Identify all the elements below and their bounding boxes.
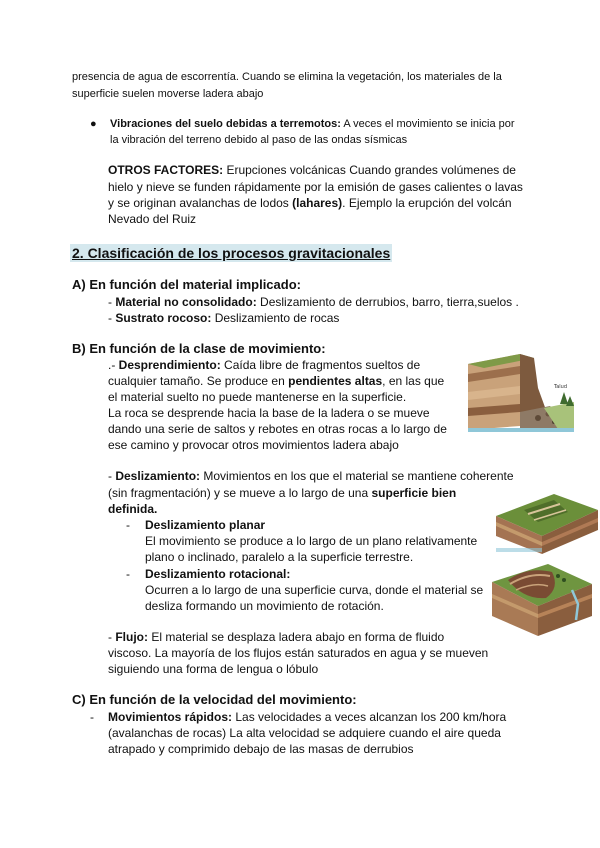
planar-slide-figure [494,492,600,556]
desl-line-3: definida. [108,502,158,516]
otros-lahares: (lahares) [292,196,343,210]
desp-text-1: Caída libre de fragmentos sueltos de [220,358,421,372]
heading-b: B) En función de la clase de movimiento: [72,341,326,356]
bullet-vibraciones [110,116,515,133]
rockfall-illustration [464,348,576,434]
a-item-2-term: Sustrato rocoso: [115,311,212,325]
desp-line-3: el material suelto no puede mantenerse en la superficie. [108,390,407,404]
flujo-term: Flujo: [115,630,148,644]
rap-text-1: Las velocidades a veces alcanzan los 200 km/hora [232,710,507,724]
flujo-line-1 [108,629,444,646]
otros-text-1: Erupciones volcánicas Cuando grandes volúmenes de [223,163,516,177]
planar-title: Deslizamiento planar [145,518,266,532]
bullet-marker: ● [90,118,97,130]
bullet-vibraciones-line2: la vibración del terreno debido al paso de las ondas sísmicas [110,134,408,146]
section-2-title: 2. Clasificación de los procesos gravitacionales [72,245,391,261]
otros-term: OTROS FACTORES: [108,163,224,177]
rockfall-figure [464,348,576,434]
otros-line-3-post: . Ejemplo la erupción del volcán [342,196,512,210]
rotational-slide-illustration [488,560,594,638]
desp-prefix: .- [108,358,119,372]
desp-line-1 [108,357,420,374]
rotational-slide-figure [488,560,594,638]
rap-line-3: atrapado y comprimido debajo de las masas de derrubios [108,742,414,756]
bullet-vibraciones-term: Vibraciones del suelo debidas a terremotos: [110,118,341,130]
flujo-line-3: siguiendo una forma de lengua o lóbulo [108,662,319,676]
a-item-1-dash: - [108,295,116,309]
desp-line-2 [108,373,444,390]
c-dash: - [90,710,94,724]
desp-term: Desprendimiento: [118,358,221,372]
planar-slide-illustration [494,492,600,556]
desl-superficie: superficie bien [371,486,457,500]
rap-term: Movimientos rápidos: [108,710,233,724]
desp-line-2-pre: cualquier tamaño. Se produce en [108,374,289,388]
rot-line-2: desliza formando un movimiento de rotación. [145,599,384,613]
desp-line-4: La roca se desprende hacia la base de la ladera o se mueve [108,406,430,420]
rap-line-1 [108,709,506,726]
intro-line-2: superficie suelen moverse ladera abajo [72,88,264,100]
intro-line-1: presencia de agua de escorrentía. Cuando se elimina la vegetación, los materiales de la [72,71,502,83]
rot-dash: - [126,567,130,581]
desp-pendientes: pendientes altas [288,374,383,388]
otros-line-2: hielo y nieve se funden rápidamente por la emisión de gases calientes o lavas [108,180,523,194]
a-item-2-text: Deslizamiento de rocas [211,311,340,325]
a-item-1-term: Material no consolidado: [115,295,257,309]
desl-text-1: Movimientos en los que el material se mantiene coherente [200,469,514,483]
flujo-text-1: El material se desplaza ladera abajo en forma de fluido [148,630,445,644]
otros-line-1 [108,162,516,179]
flujo-prefix: - [108,630,116,644]
a-item-2-dash: - [108,311,116,325]
rot-line-1: Ocurren a lo largo de una superficie curva, donde el material se [145,583,484,597]
rot-title: Deslizamiento rotacional: [145,567,291,581]
bullet-vibraciones-text: A veces el movimiento se inicia por [340,118,515,130]
planar-line-2: plano o inclinado, paralelo a la superficie terrestre. [145,550,414,564]
otros-line-3 [108,195,512,212]
otros-line-4: Nevado del Ruiz [108,212,197,226]
desl-line-2 [108,485,456,502]
rockfall-label: Talud [554,384,568,390]
a-item-1 [108,294,519,311]
desl-term: Deslizamiento: [115,469,201,483]
heading-a: A) En función del material implicado: [72,277,301,292]
planar-line-1: El movimiento se produce a lo largo de un plano relativamente [145,534,478,548]
desp-line-2-post: , en las que [382,374,445,388]
desp-line-6: ese camino y provocar otros movimientos ladera abajo [108,438,399,452]
desl-line-1 [108,468,514,485]
a-item-2 [108,310,339,327]
flujo-line-2: viscoso. La mayoría de los flujos están saturados en agua y se mueven [108,646,489,660]
a-item-1-text: Deslizamiento de derrubios, barro, tierra,suelos . [256,295,519,309]
desl-prefix: - [108,469,116,483]
desp-line-5: dando una serie de saltos y rebotes en otras rocas a lo largo de [108,422,447,436]
planar-dash: - [126,518,130,532]
rap-line-2: (avalanchas de rocas) La alta velocidad se adquiere cuando el aire queda [108,726,501,740]
heading-c: C) En función de la velocidad del movimiento: [72,692,357,707]
otros-line-3-pre: y se originan avalanchas de lodos [108,196,293,210]
desl-line-2-pre: (sin fragmentación) y se mueve a lo largo de una [108,486,372,500]
